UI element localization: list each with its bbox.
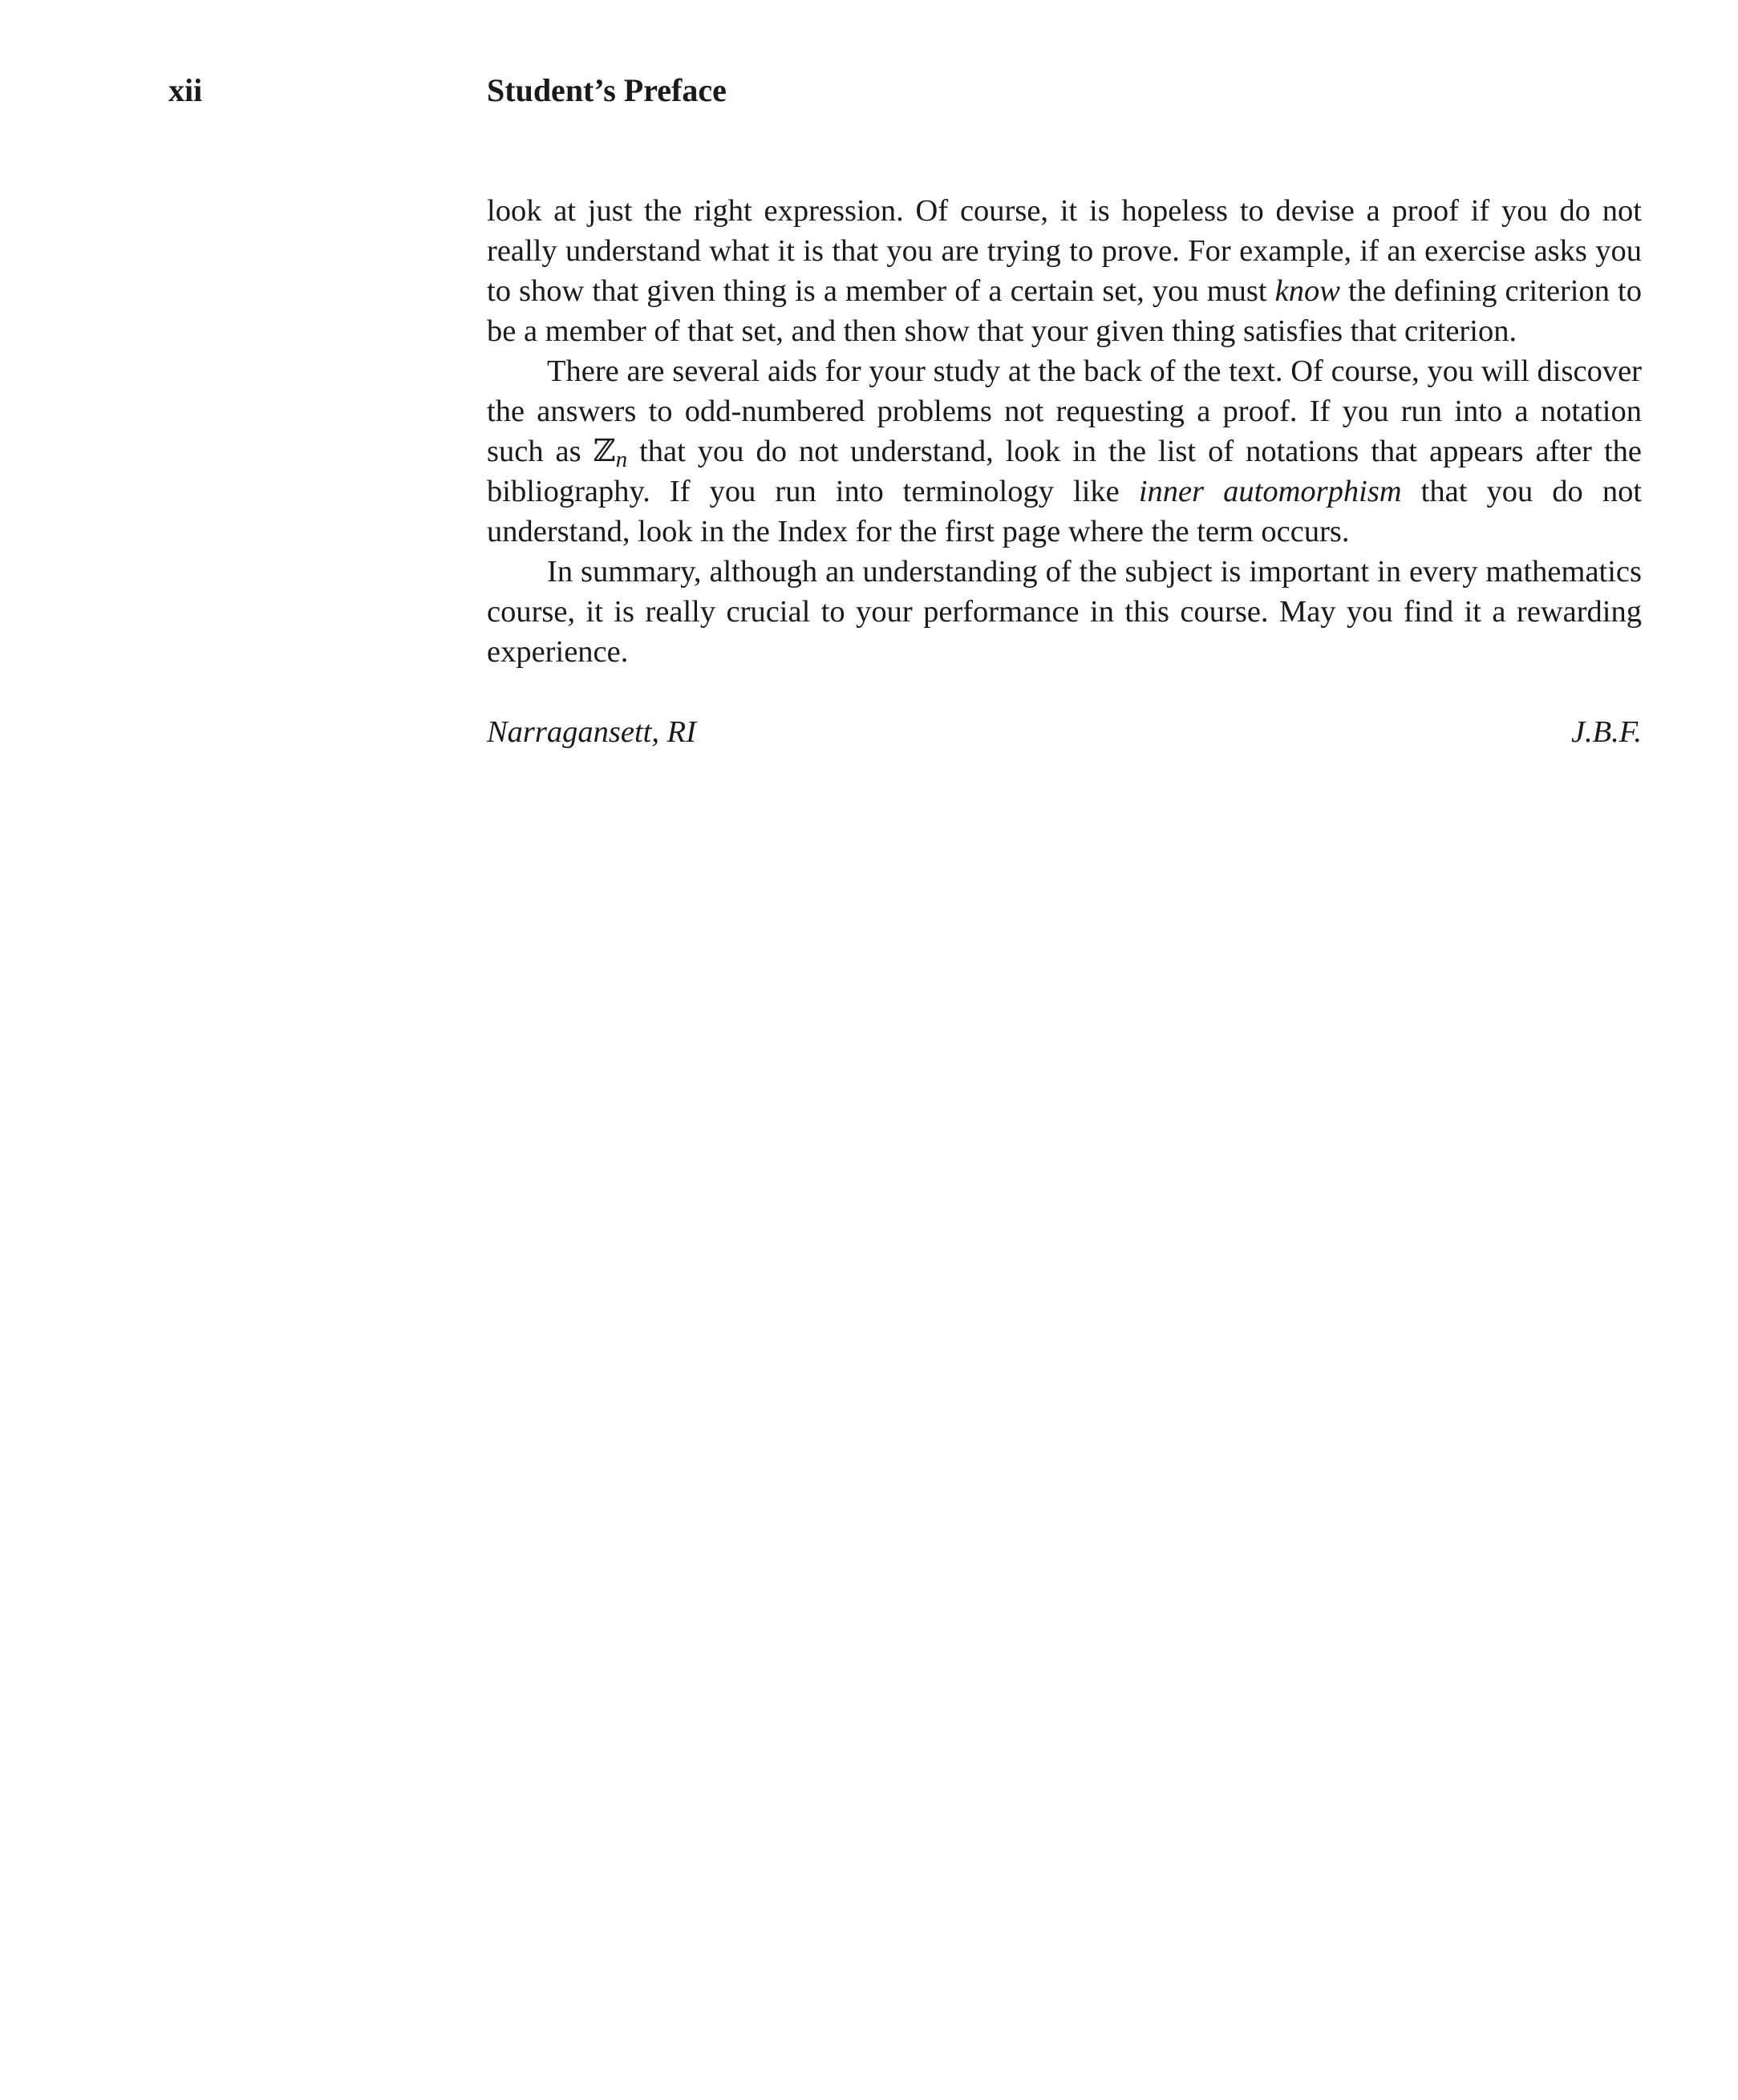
signature-initials: J.B.F.: [1570, 715, 1642, 749]
paragraph-2-text-a: There are several aids for your study at the back of the text. Of course, you will discover the answers to odd-numbered problems not requesting a proof. If you run into a notation such as: [487, 354, 1642, 468]
preface-text: [487, 191, 1642, 752]
paragraph-1: [487, 191, 1642, 351]
math-subscript-n: n: [615, 447, 628, 473]
paragraph-2-text-b: that you do not understand, look in the list of notations that appears after the bibliography. If you run into terminology like: [487, 435, 1642, 508]
paragraph-1-text-a: look at just the right expression. Of course, it is hopeless to devise a proof if you do not really understand what it is that you are trying to prove. For example, if an exercise asks you to show that given thing is a member of a certain set, you must: [487, 194, 1642, 308]
page-number: xii: [168, 72, 203, 108]
signature-line: [487, 712, 1642, 752]
paragraph-2: [487, 351, 1642, 552]
paragraph-1-text-b: the defining criterion to be a member of that set, and then show that your given thing satisfies that criterion.: [487, 274, 1642, 348]
signature-place: Narragansett, RI: [487, 715, 696, 749]
running-title: Student’s Preface: [487, 72, 727, 108]
emphasis-know: know: [1274, 274, 1340, 308]
emphasis-inner-automorphism: inner automorphism: [1138, 475, 1402, 508]
running-head: [0, 71, 1738, 111]
paragraph-3: In summary, although an understanding of the subject is important in every mathematics course, it is really crucial to your performance in this course. May you find it a rewarding experience.: [487, 555, 1642, 669]
paragraph-2-text-c: that you do not understand, look in the Index for the first page where the term occurs.: [487, 475, 1643, 548]
math-symbol-integers: ℤ: [593, 433, 616, 469]
